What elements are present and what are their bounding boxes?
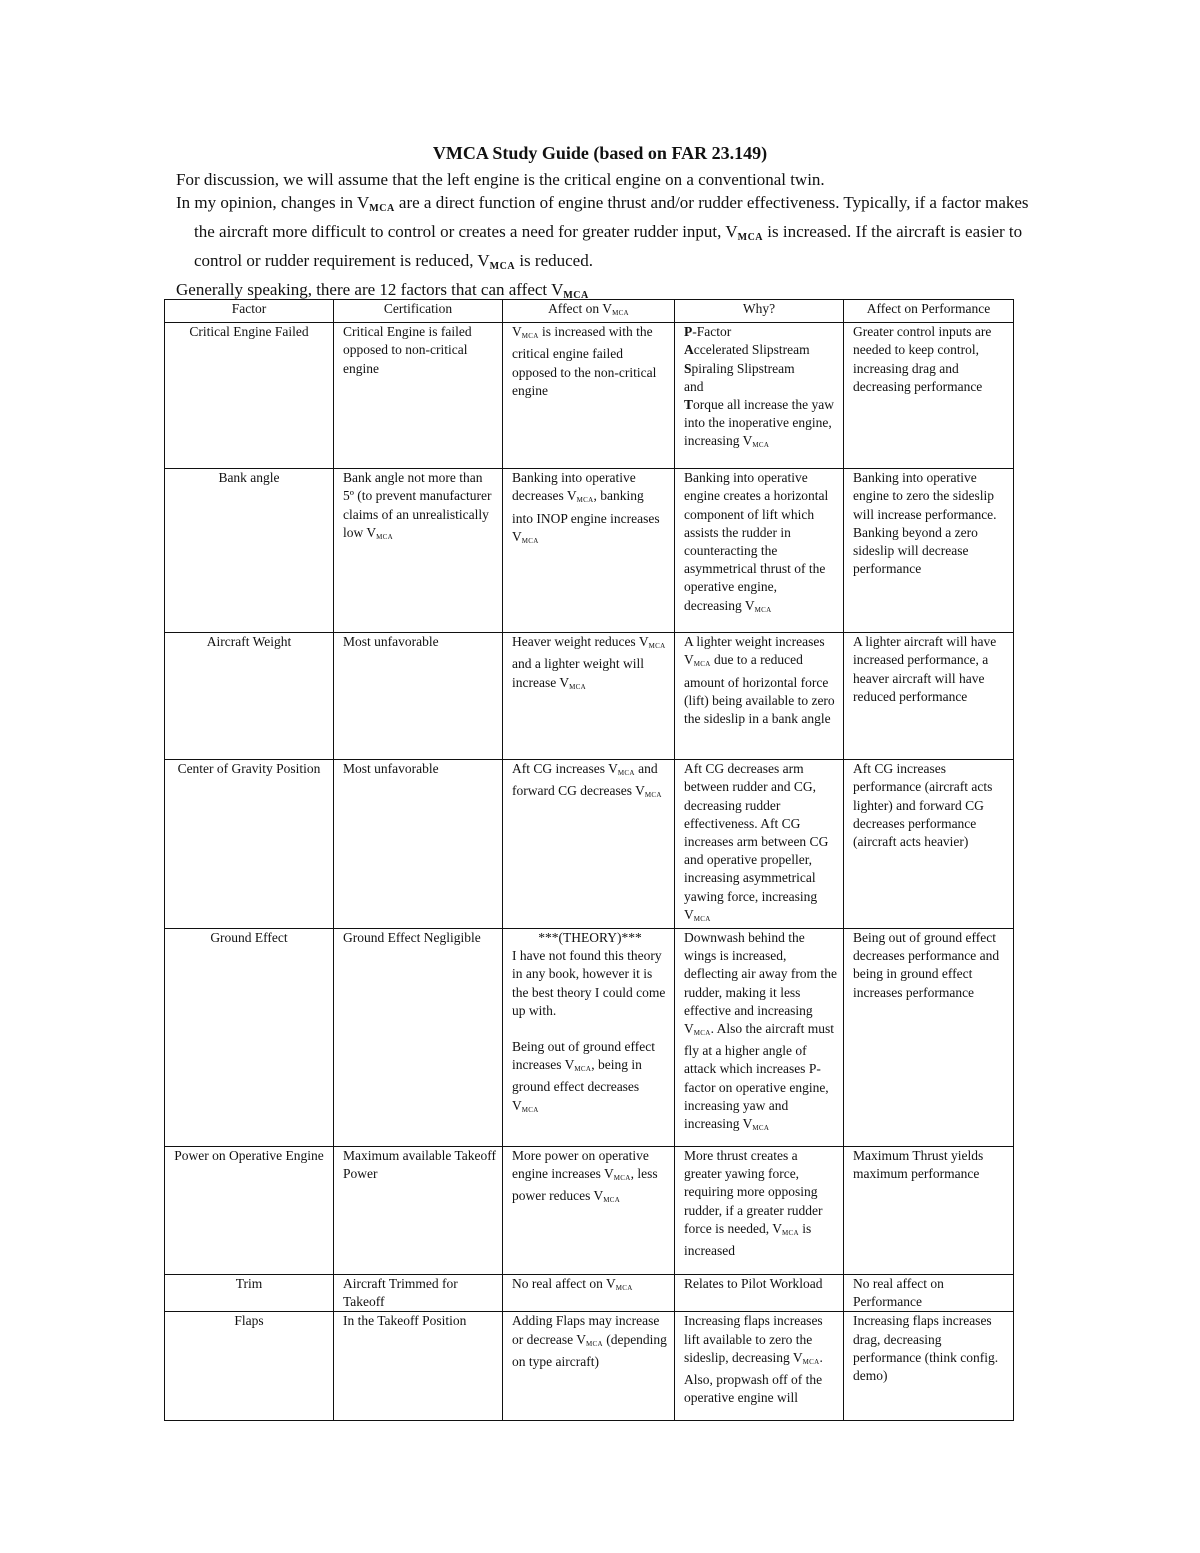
cell-affect: More power on operative engine increases VMCA, less power reduces VMCA [503, 1147, 675, 1275]
cell-why: More thrust creates a greater yawing force, requiring more opposing rudder, if a greater rudder force is needed, VMCA is increased [675, 1147, 844, 1275]
cell-why: Downwash behind the wings is increased, deflecting air away from the rudder, making it less effective and increasing VMCA. Also the aircraft must fly at a higher angle of attack which increases P-factor on operative engine, increasing yaw and increasing VMCA [675, 929, 844, 1147]
table-row [165, 1275, 1014, 1312]
cell-certification: Maximum available Takeoff Power [334, 1147, 503, 1275]
cell-certification: Aircraft Trimmed for Takeoff [334, 1275, 503, 1312]
cell-factor: Power on Operative Engine [165, 1147, 334, 1275]
cell-affect: Aft CG increases VMCA and forward CG decreases VMCA [503, 760, 675, 929]
cell-factor: Ground Effect [165, 929, 334, 1147]
cell-affect: Banking into operative decreases VMCA, banking into INOP engine increases VMCA [503, 469, 675, 633]
cell-performance: Banking into operative engine to zero the sideslip will increase performance. Banking beyond a zero sideslip will decrease performance [844, 469, 1014, 633]
cell-affect: Adding Flaps may increase or decrease VMCA (depending on type aircraft) [503, 1312, 675, 1421]
vmca-factors-table [164, 299, 1014, 1421]
cell-affect: ***(THEORY)*** I have not found this theory in any book, however it is the best theory I could come up with. Being out of ground effect increases VMCA, being in ground effect decreases VMCA [503, 929, 675, 1147]
document-title: VMCA Study Guide (based on FAR 23.149) [432, 143, 768, 163]
cell-performance: Maximum Thrust yields maximum performance [844, 1147, 1014, 1275]
cell-performance: Aft CG increases performance (aircraft acts lighter) and forward CG decreases performance (aircraft acts heavier) [844, 760, 1014, 929]
cell-performance: Increasing flaps increases drag, decreasing performance (think config. demo) [844, 1312, 1014, 1421]
table-row [165, 1147, 1014, 1275]
cell-performance: A lighter aircraft will have increased performance, a heaver aircraft will have reduced performance [844, 633, 1014, 760]
cell-performance: Being out of ground effect decreases performance and being in ground effect increases performance [844, 929, 1014, 1147]
cell-why: Banking into operative engine creates a horizontal component of lift which assists the rudder in counteracting the asymmetrical thrust of the operative engine, decreasing VMCA [675, 469, 844, 633]
cell-certification: In the Takeoff Position [334, 1312, 503, 1421]
intro-line-3: Generally speaking, there are 12 factors that can affect $V_{MCA}$ [176, 280, 589, 301]
cell-certification: Bank angle not more than 5º (to prevent manufacturer claims of an unrealistically low VMCA [334, 469, 503, 633]
table-row [165, 323, 1014, 469]
table-row [165, 929, 1014, 1147]
table-row [165, 760, 1014, 929]
cell-affect: No real affect on VMCA [503, 1275, 675, 1312]
table-row [165, 469, 1014, 633]
cell-affect: VMCA is increased with the critical engine failed opposed to the non-critical engine [503, 323, 675, 469]
cell-why: Relates to Pilot Workload [675, 1275, 844, 1312]
intro-section [176, 168, 1036, 307]
table-row [165, 633, 1014, 760]
cell-affect: Heaver weight reduces VMCA and a lighter weight will increase VMCA [503, 633, 675, 760]
intro-paragraph-2: In my opinion, changes in $V_{MCA}$ are a direct function of engine thrust and/or rudder effectiveness. Typically, if a factor makes the aircraft more difficult to control or creates a need for greater rudder input, $V_{MCA}$ is increased. If the aircraft is easier to control or rudder requirement is reduced, $V_{MCA}$ is reduced. [176, 193, 1029, 272]
header-factor: Factor [165, 300, 334, 323]
cell-performance: No real affect on Performance [844, 1275, 1014, 1312]
cell-factor: Critical Engine Failed [165, 323, 334, 469]
cell-why: Aft CG decreases arm between rudder and CG, decreasing rudder effectiveness. Aft CG increases arm between CG and operative propeller, increasing asymmetrical yawing force, increasing VMCA [675, 760, 844, 929]
table-row [165, 1312, 1014, 1421]
cell-why: P-Factor Accelerated Slipstream Spiraling Slipstream and Torque all increase the yaw into the inoperative engine, increasing VMCA [675, 323, 844, 469]
cell-certification: Critical Engine is failed opposed to non-critical engine [334, 323, 503, 469]
header-affect-on-vmca: Affect on VMCA [503, 300, 675, 323]
table-header-row [165, 300, 1014, 323]
cell-why: A lighter weight increases VMCA due to a reduced amount of horizontal force (lift) being available to zero the sideslip in a bank angle [675, 633, 844, 760]
header-certification: Certification [334, 300, 503, 323]
header-affect-on-performance: Affect on Performance [844, 300, 1014, 323]
cell-factor: Flaps [165, 1312, 334, 1421]
header-why: Why? [675, 300, 844, 323]
cell-factor: Trim [165, 1275, 334, 1312]
cell-certification: Most unfavorable [334, 633, 503, 760]
cell-certification: Ground Effect Negligible [334, 929, 503, 1147]
cell-certification: Most unfavorable [334, 760, 503, 929]
cell-factor: Center of Gravity Position [165, 760, 334, 929]
cell-factor: Aircraft Weight [165, 633, 334, 760]
cell-why: Increasing flaps increases lift available to zero the sideslip, decreasing VMCA. Also, propwash off of the operative engine will [675, 1312, 844, 1421]
intro-line-1: For discussion, we will assume that the left engine is the critical engine on a conventional twin. [176, 170, 825, 189]
cell-performance: Greater control inputs are needed to keep control, increasing drag and decreasing performance [844, 323, 1014, 469]
cell-factor: Bank angle [165, 469, 334, 633]
